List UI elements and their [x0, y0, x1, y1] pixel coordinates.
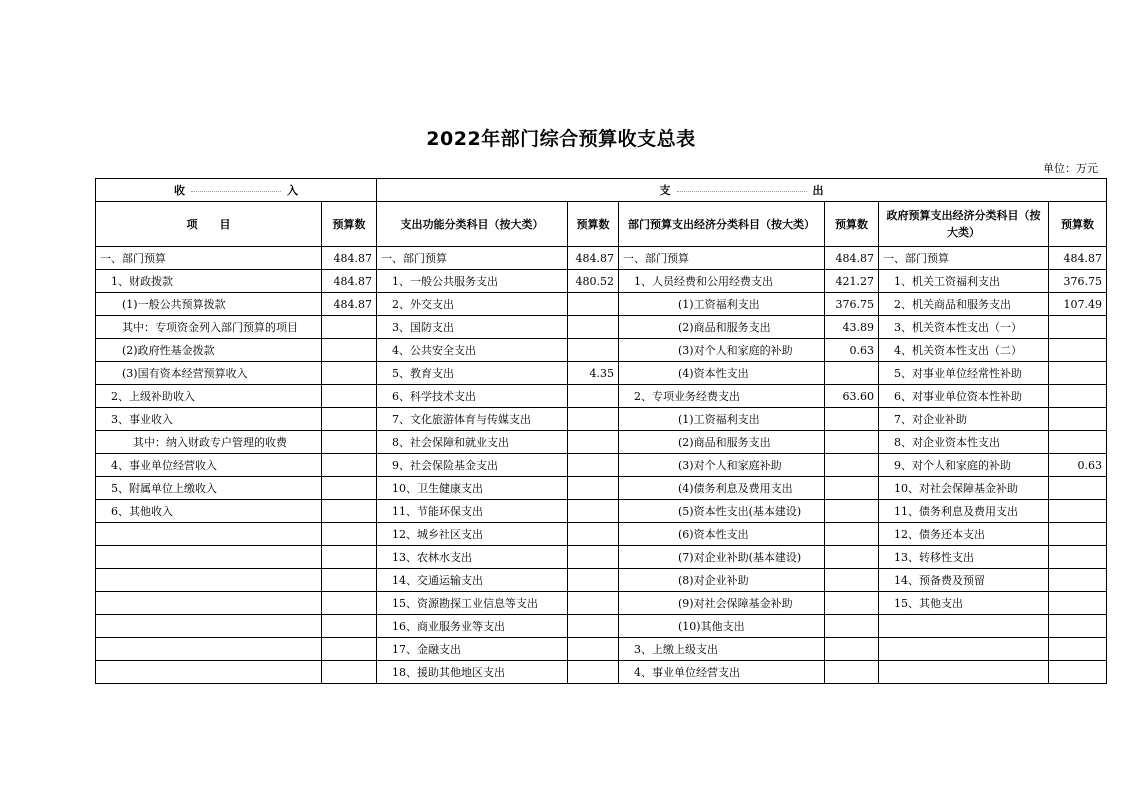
dept-econ-budget [825, 569, 879, 592]
expense-group-header [377, 179, 1107, 202]
gov-econ-budget [1049, 477, 1107, 500]
func-budget [568, 454, 619, 477]
gov-econ-budget [1049, 431, 1107, 454]
gov-econ-budget: 484.87 [1049, 247, 1107, 270]
income-budget [322, 546, 377, 569]
gov-econ-budget [1049, 408, 1107, 431]
func-item: 13、农林水支出 [377, 546, 568, 569]
gov-econ-item: 5、对事业单位经常性补助 [879, 362, 1049, 385]
gov-econ-budget: 376.75 [1049, 270, 1107, 293]
dept-econ-item: 2、专项业务经费支出 [619, 385, 825, 408]
func-item: 18、援助其他地区支出 [377, 661, 568, 684]
table-row [96, 569, 1107, 592]
dept-econ-item: (4)资本性支出 [619, 362, 825, 385]
table-row [96, 546, 1107, 569]
func-item: 4、公共安全支出 [377, 339, 568, 362]
dept-econ-budget: 43.89 [825, 316, 879, 339]
dept-econ-budget [825, 408, 879, 431]
header-dept-econ: 部门预算支出经济分类科目（按大类） [619, 202, 825, 247]
header-item: 项 目 [96, 202, 322, 247]
dept-econ-item: 一、部门预算 [619, 247, 825, 270]
income-budget [322, 477, 377, 500]
income-item [96, 638, 322, 661]
func-item: 5、教育支出 [377, 362, 568, 385]
dept-econ-item: 4、事业单位经营支出 [619, 661, 825, 684]
column-header-row [96, 202, 1107, 247]
dept-econ-item: 1、人员经费和公用经费支出 [619, 270, 825, 293]
gov-econ-item: 7、对企业补助 [879, 408, 1049, 431]
func-budget [568, 592, 619, 615]
table-row [96, 661, 1107, 684]
income-group-char-2: 入 [287, 184, 298, 197]
table-row [96, 431, 1107, 454]
dept-econ-item: (4)债务利息及费用支出 [619, 477, 825, 500]
func-item: 6、科学技术支出 [377, 385, 568, 408]
gov-econ-item: 12、债务还本支出 [879, 523, 1049, 546]
header-gov-econ: 政府预算支出经济分类科目（按大类） [879, 202, 1049, 247]
income-budget [322, 339, 377, 362]
income-budget [322, 500, 377, 523]
gov-econ-budget [1049, 500, 1107, 523]
income-item: (2)政府性基金拨款 [96, 339, 322, 362]
income-budget [322, 362, 377, 385]
func-item: 10、卫生健康支出 [377, 477, 568, 500]
table-row [96, 270, 1107, 293]
gov-econ-budget [1049, 523, 1107, 546]
dept-econ-budget [825, 362, 879, 385]
expense-group-char-1: 支 [659, 184, 671, 197]
gov-econ-item [879, 615, 1049, 638]
dept-econ-item: (1)工资福利支出 [619, 408, 825, 431]
gov-econ-budget: 0.63 [1049, 454, 1107, 477]
func-item: 3、国防支出 [377, 316, 568, 339]
func-budget [568, 408, 619, 431]
gov-econ-budget [1049, 638, 1107, 661]
gov-econ-budget [1049, 661, 1107, 684]
group-header-row [96, 179, 1107, 202]
gov-econ-item: 11、债务利息及费用支出 [879, 500, 1049, 523]
gov-econ-item: 6、对事业单位资本性补助 [879, 385, 1049, 408]
income-budget [322, 615, 377, 638]
dept-econ-budget [825, 454, 879, 477]
dept-econ-item: (7)对企业补助(基本建设) [619, 546, 825, 569]
gov-econ-budget [1049, 339, 1107, 362]
func-budget [568, 339, 619, 362]
func-item: 14、交通运输支出 [377, 569, 568, 592]
dept-econ-budget: 421.27 [825, 270, 879, 293]
dept-econ-budget: 0.63 [825, 339, 879, 362]
func-item: 2、外交支出 [377, 293, 568, 316]
dept-econ-budget: 484.87 [825, 247, 879, 270]
table-row [96, 408, 1107, 431]
func-budget [568, 316, 619, 339]
gov-econ-item: 4、机关资本性支出（二） [879, 339, 1049, 362]
dept-econ-budget [825, 615, 879, 638]
func-item: 15、资源勘探工业信息等支出 [377, 592, 568, 615]
func-budget: 4.35 [568, 362, 619, 385]
gov-econ-item: 14、预备费及预留 [879, 569, 1049, 592]
gov-econ-budget [1049, 546, 1107, 569]
dept-econ-item: (9)对社会保障基金补助 [619, 592, 825, 615]
dept-econ-budget [825, 546, 879, 569]
func-item: 8、社会保障和就业支出 [377, 431, 568, 454]
income-item [96, 592, 322, 615]
gov-econ-budget [1049, 316, 1107, 339]
dept-econ-budget [825, 523, 879, 546]
dept-econ-budget [825, 500, 879, 523]
income-item: 4、事业单位经营收入 [96, 454, 322, 477]
income-item: 一、部门预算 [96, 247, 322, 270]
gov-econ-budget [1049, 362, 1107, 385]
income-item: 3、事业收入 [96, 408, 322, 431]
table-row [96, 247, 1107, 270]
table-row [96, 454, 1107, 477]
gov-econ-budget [1049, 592, 1107, 615]
income-item: (1)一般公共预算拨款 [96, 293, 322, 316]
income-item: 1、财政拨款 [96, 270, 322, 293]
income-item [96, 615, 322, 638]
table-row [96, 385, 1107, 408]
gov-econ-item: 9、对个人和家庭的补助 [879, 454, 1049, 477]
income-budget [322, 569, 377, 592]
gov-econ-item: 1、机关工资福利支出 [879, 270, 1049, 293]
income-budget: 484.87 [322, 247, 377, 270]
table-row [96, 615, 1107, 638]
dept-econ-item: (8)对企业补助 [619, 569, 825, 592]
table-row [96, 362, 1107, 385]
gov-econ-item: 13、转移性支出 [879, 546, 1049, 569]
func-item: 1、一般公共服务支出 [377, 270, 568, 293]
income-budget [322, 385, 377, 408]
gov-econ-item: 2、机关商品和服务支出 [879, 293, 1049, 316]
func-item: 7、文化旅游体育与传媒支出 [377, 408, 568, 431]
func-budget: 484.87 [568, 247, 619, 270]
income-budget [322, 661, 377, 684]
table-row [96, 293, 1107, 316]
income-budget [322, 408, 377, 431]
func-budget [568, 638, 619, 661]
income-group-char-1: 收 [174, 184, 185, 197]
income-item [96, 661, 322, 684]
income-budget [322, 454, 377, 477]
income-item [96, 546, 322, 569]
gov-econ-budget: 107.49 [1049, 293, 1107, 316]
table-row [96, 477, 1107, 500]
income-item: 2、上级补助收入 [96, 385, 322, 408]
dept-econ-item: (5)资本性支出(基本建设) [619, 500, 825, 523]
func-budget [568, 431, 619, 454]
table-row [96, 592, 1107, 615]
dept-econ-item: (10)其他支出 [619, 615, 825, 638]
func-budget [568, 661, 619, 684]
budget-table [95, 178, 1107, 684]
func-budget [568, 615, 619, 638]
dept-econ-budget [825, 661, 879, 684]
dept-econ-item: (1)工资福利支出 [619, 293, 825, 316]
dept-econ-item: 3、上缴上级支出 [619, 638, 825, 661]
unit-label: 单位：万元 [1043, 162, 1098, 175]
income-item: 其中：纳入财政专户管理的收费 [96, 431, 322, 454]
func-budget: 480.52 [568, 270, 619, 293]
income-group-header [96, 179, 377, 202]
income-item: (3)国有资本经营预算收入 [96, 362, 322, 385]
gov-econ-item: 8、对企业资本性支出 [879, 431, 1049, 454]
gov-econ-item [879, 638, 1049, 661]
page-title: 2022年部门综合预算收支总表 [426, 128, 696, 150]
gov-econ-item [879, 661, 1049, 684]
dept-econ-budget [825, 592, 879, 615]
income-item [96, 569, 322, 592]
func-budget [568, 569, 619, 592]
table-row [96, 316, 1107, 339]
income-budget [322, 592, 377, 615]
income-item: 6、其他收入 [96, 500, 322, 523]
gov-econ-item: 10、对社会保障基金补助 [879, 477, 1049, 500]
func-budget [568, 477, 619, 500]
dept-econ-item: (6)资本性支出 [619, 523, 825, 546]
dept-econ-item: (3)对个人和家庭的补助 [619, 339, 825, 362]
table-row [96, 500, 1107, 523]
gov-econ-budget [1049, 385, 1107, 408]
dept-econ-budget: 376.75 [825, 293, 879, 316]
dept-econ-budget [825, 431, 879, 454]
func-item: 12、城乡社区支出 [377, 523, 568, 546]
income-budget [322, 431, 377, 454]
income-item: 5、附属单位上缴收入 [96, 477, 322, 500]
gov-econ-item: 15、其他支出 [879, 592, 1049, 615]
income-item [96, 523, 322, 546]
header-budget-1: 预算数 [322, 202, 377, 247]
gov-econ-item: 3、机关资本性支出（一） [879, 316, 1049, 339]
income-budget [322, 523, 377, 546]
func-budget [568, 523, 619, 546]
func-budget [568, 546, 619, 569]
table-row [96, 638, 1107, 661]
dept-econ-item: (3)对个人和家庭补助 [619, 454, 825, 477]
dept-econ-item: (2)商品和服务支出 [619, 316, 825, 339]
expense-group-char-2: 出 [812, 184, 824, 197]
header-budget-3: 预算数 [825, 202, 879, 247]
income-budget [322, 316, 377, 339]
header-func: 支出功能分类科目（按大类） [377, 202, 568, 247]
func-item: 16、商业服务业等支出 [377, 615, 568, 638]
func-item: 一、部门预算 [377, 247, 568, 270]
gov-econ-budget [1049, 615, 1107, 638]
income-item: 其中：专项资金列入部门预算的项目 [96, 316, 322, 339]
func-budget [568, 500, 619, 523]
dept-econ-budget [825, 477, 879, 500]
header-budget-2: 预算数 [568, 202, 619, 247]
income-budget [322, 638, 377, 661]
func-item: 17、金融支出 [377, 638, 568, 661]
gov-econ-item: 一、部门预算 [879, 247, 1049, 270]
func-budget [568, 385, 619, 408]
header-budget-4: 预算数 [1049, 202, 1107, 247]
table-row [96, 339, 1107, 362]
func-item: 9、社会保险基金支出 [377, 454, 568, 477]
table-row [96, 523, 1107, 546]
func-budget [568, 293, 619, 316]
income-budget: 484.87 [322, 270, 377, 293]
gov-econ-budget [1049, 569, 1107, 592]
dept-econ-budget [825, 638, 879, 661]
dept-econ-budget: 63.60 [825, 385, 879, 408]
dept-econ-item: (2)商品和服务支出 [619, 431, 825, 454]
func-item: 11、节能环保支出 [377, 500, 568, 523]
income-budget: 484.87 [322, 293, 377, 316]
